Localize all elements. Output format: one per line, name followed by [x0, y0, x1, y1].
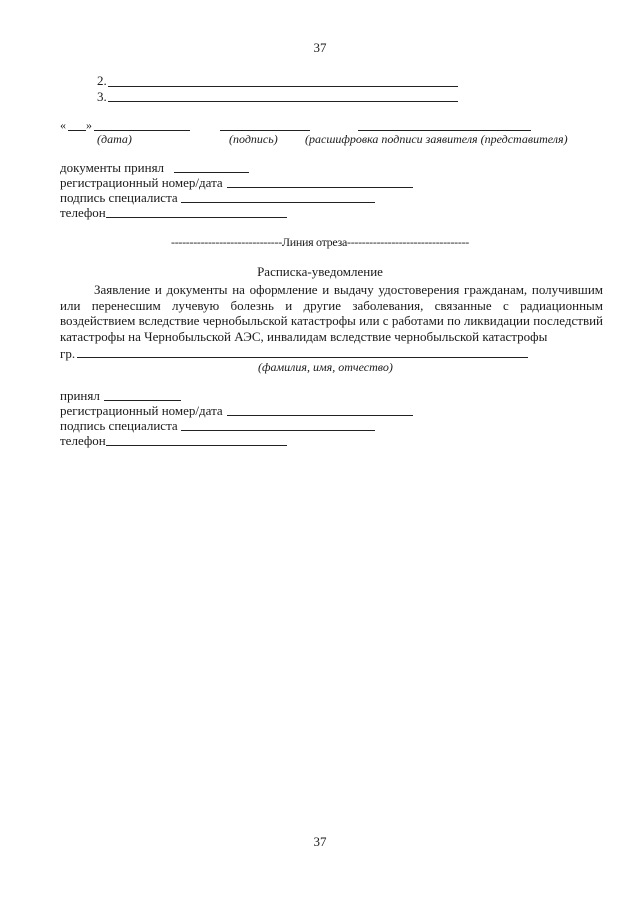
phone-blank-line-2 [106, 445, 287, 446]
blank-line [108, 101, 458, 102]
accepted-label-2: принял [60, 388, 100, 403]
date-close-quote: » [86, 118, 92, 132]
receipt-title: Расписка-уведомление [257, 264, 383, 279]
phone-label-2: телефон [60, 433, 106, 448]
reg-number-blank-line [227, 187, 413, 188]
signature-blank-line [220, 130, 310, 131]
reg-number-label-2: регистрационный номер/дата [60, 403, 223, 418]
day-blank-line [68, 130, 86, 131]
date-open-quote: « [60, 118, 66, 132]
accepted-label: документы принял [60, 160, 165, 175]
fio-blank-line [77, 357, 528, 358]
spec-signature-label-2: подпись специалиста [60, 418, 178, 433]
list-item-number: 2. [97, 73, 107, 88]
reg-number-blank-line-2 [227, 415, 413, 416]
spec-signature-label: подпись специалиста [60, 190, 178, 205]
list-item-number: 3. [97, 89, 107, 104]
spec-signature-blank-line-2 [181, 430, 375, 431]
cut-line: ------------------------------Линия отреза--------------------------------- [171, 235, 469, 249]
reg-number-label: регистрационный номер/дата [60, 175, 223, 190]
caption-signature: (подпись) [229, 132, 278, 146]
page-number-top: 37 [313, 40, 327, 55]
caption-fio: (фамилия, имя, отчество) [258, 360, 393, 374]
phone-blank-line [106, 217, 287, 218]
accepted-blank-line [174, 172, 249, 173]
date-blank-line [94, 130, 190, 131]
decoding-blank-line [358, 130, 531, 131]
accepted-blank-line-2 [104, 400, 181, 401]
caption-decoding: (расшифровка подписи заявителя (представителя) [305, 132, 568, 146]
page-number-bottom: 37 [313, 834, 327, 849]
phone-label: телефон [60, 205, 106, 220]
caption-date: (дата) [97, 132, 132, 146]
receipt-text: Заявление и документы на оформление и выдачу удостоверения гражданам, получившим или перенесшим лучевую болезнь и другие заболевания, связанные с радиационным воздействием вследствие чернобыльской катастрофы или с работами по ликвидации последствий катастрофы на Чернобыльской АЭС, инвалидам вследствие чернобыльской катастрофы [60, 282, 603, 344]
spec-signature-blank-line [181, 202, 375, 203]
blank-line [108, 86, 458, 87]
citizen-prefix: гр. [60, 346, 76, 361]
